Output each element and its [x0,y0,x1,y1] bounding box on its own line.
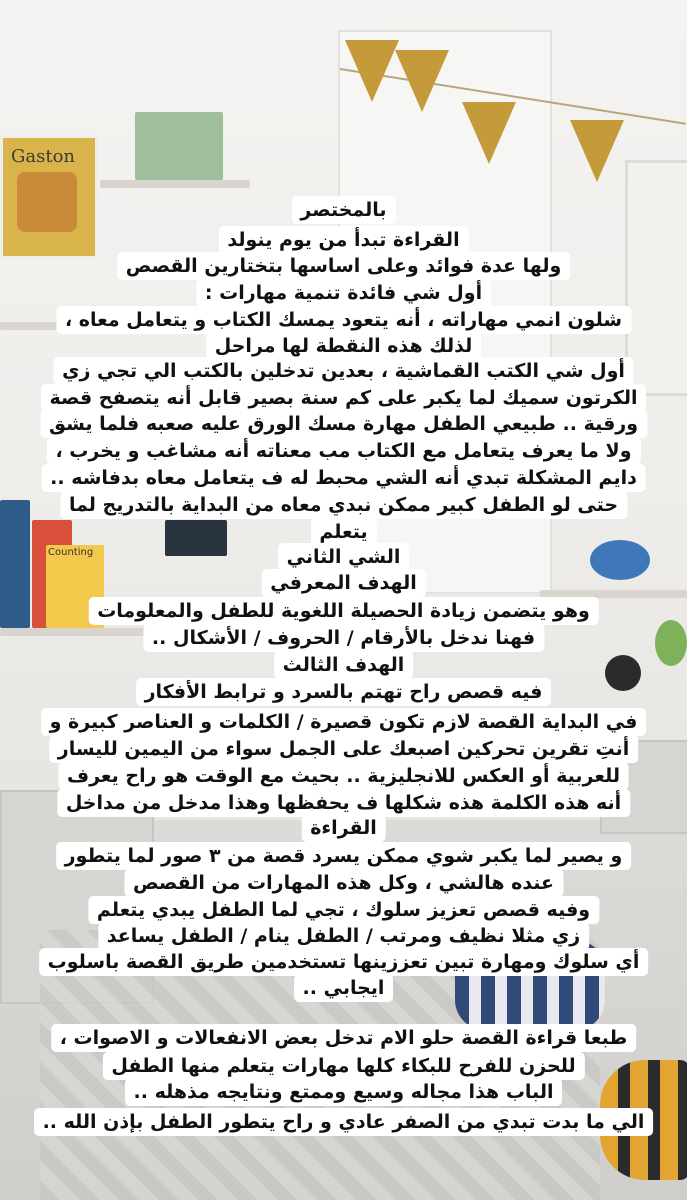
caption-line: دايم المشكلة تبدي أنه الشي محبط له ف يتعامل معاه بدفاشه .. [41,464,646,492]
background-plant [655,620,687,666]
caption-line: الباب هذا مجاله وسيع وممتع ونتايجه مذهله .. [125,1078,563,1106]
caption-line: فهنا ندخل بالأرقام / الحروف / الأشكال .. [143,624,544,652]
caption-line: للحزن للفرح للبكاء كلها مهارات يتعلم منها الطفل [102,1052,584,1080]
background-toy-black [605,655,641,691]
caption-line: طبعا قراءة القصة حلو الام تدخل بعض الانفعالات و الاصوات ، [51,1024,637,1052]
caption-line: الهدف الثالث [274,651,414,679]
caption-line: ولها عدة فوائد وعلى اساسها بتختارين القصص [117,252,571,280]
caption-line: ورقية .. طبيعي الطفل مهارة مسك الورق عليه صعبه فلما يشق [40,410,647,438]
caption-line: أنتِ تقرين تحركين اصبعك على الجمل سواء من اليمين لليسار [49,735,638,763]
caption-line: ولا ما يعرف يتعامل مع الكتاب مب معناته أنه مشاغب و يخرب ، [46,437,640,465]
caption-line: أي سلوك ومهارة تبين تعززينها تستخدمين طريق القصة باسلوب [39,948,649,976]
caption-line: بالمختصر [291,196,395,224]
bunting-flag-2 [395,50,449,112]
caption-line: عنده هالشي ، وكل هذه المهارات من القصص [124,869,563,897]
book-counting-title: Counting [48,547,94,558]
caption-line: فيه قصص راح تهتم بالسرد و ترابط الأفكار [136,678,552,706]
background-shelf-left [0,322,60,330]
caption-line: الهدف المعرفي [261,569,425,597]
background-toy-rainbow [590,540,650,580]
background-shelf-top [100,180,250,188]
caption-line: وفيه قصص تعزيز سلوك ، تجي لما الطفل يبدي يتعلم [88,896,599,924]
caption-line: يتعلم [310,518,376,546]
bunting-flag-1 [345,40,399,102]
background-picture-frame [625,160,687,396]
background-book-blue [0,500,30,628]
caption-line: أنه هذه الكلمة هذه شكلها ف يحفظها وهذا مدخل من مداخل [57,789,630,817]
caption-line: و يصير لما يكبر شوي ممكن يسرد قصة من ٣ صور لما يتطور [56,842,632,870]
bunting-flag-3 [462,102,516,164]
caption-line: الكرتون سميك لما يكبر على كم سنة بصير قابل أنه يتصفح قصة [41,384,647,412]
bunting-flag-4 [570,120,624,182]
caption-line: الي ما بدت تبدي من الصفر عادي و راح يتطور الطفل بإذن الله .. [34,1108,654,1136]
caption-line: أول شي الكتب القماشية ، بعدين تدخلين بالكتب الي تجي زي [53,357,634,385]
background-book-dark [165,520,227,556]
caption-line: في البداية القصة لازم تكون قصيرة / الكلمات و العناصر كبيرة و [41,708,647,736]
caption-line: وهو يتضمن زيادة الحصيلة اللغوية للطفل والمعلومات [88,597,599,625]
caption-line: للعربية أو العكس للانجليزية .. بحيث مع الوقت هو راح يعرف [58,762,629,790]
caption-line: القراءة [301,814,386,842]
poster-title: Gaston [11,146,76,167]
caption-line: لذلك هذه النقطة لها مراحل [206,332,481,360]
caption-line: زي مثلا نظيف ومرتب / الطفل ينام / الطفل يساعد [98,922,589,950]
caption-line: حتى لو الطفل كبير ممكن نبدي معاه من البداية بالتدريج لما [60,491,627,519]
caption-line: أول شي فائدة تنمية مهارات : [196,279,491,307]
background-poster [0,135,98,259]
caption-line: الشي الثاني [278,543,410,571]
caption-line: شلون انمي مهاراته ، أنه يتعود يمسك الكتاب و يتعامل معاه ، [56,306,631,334]
background-book-green [135,112,223,180]
poster-illustration [17,172,77,232]
caption-line: ايجابي .. [294,974,394,1002]
caption-line: القراءة تبدأ من يوم ينولد [218,226,468,254]
